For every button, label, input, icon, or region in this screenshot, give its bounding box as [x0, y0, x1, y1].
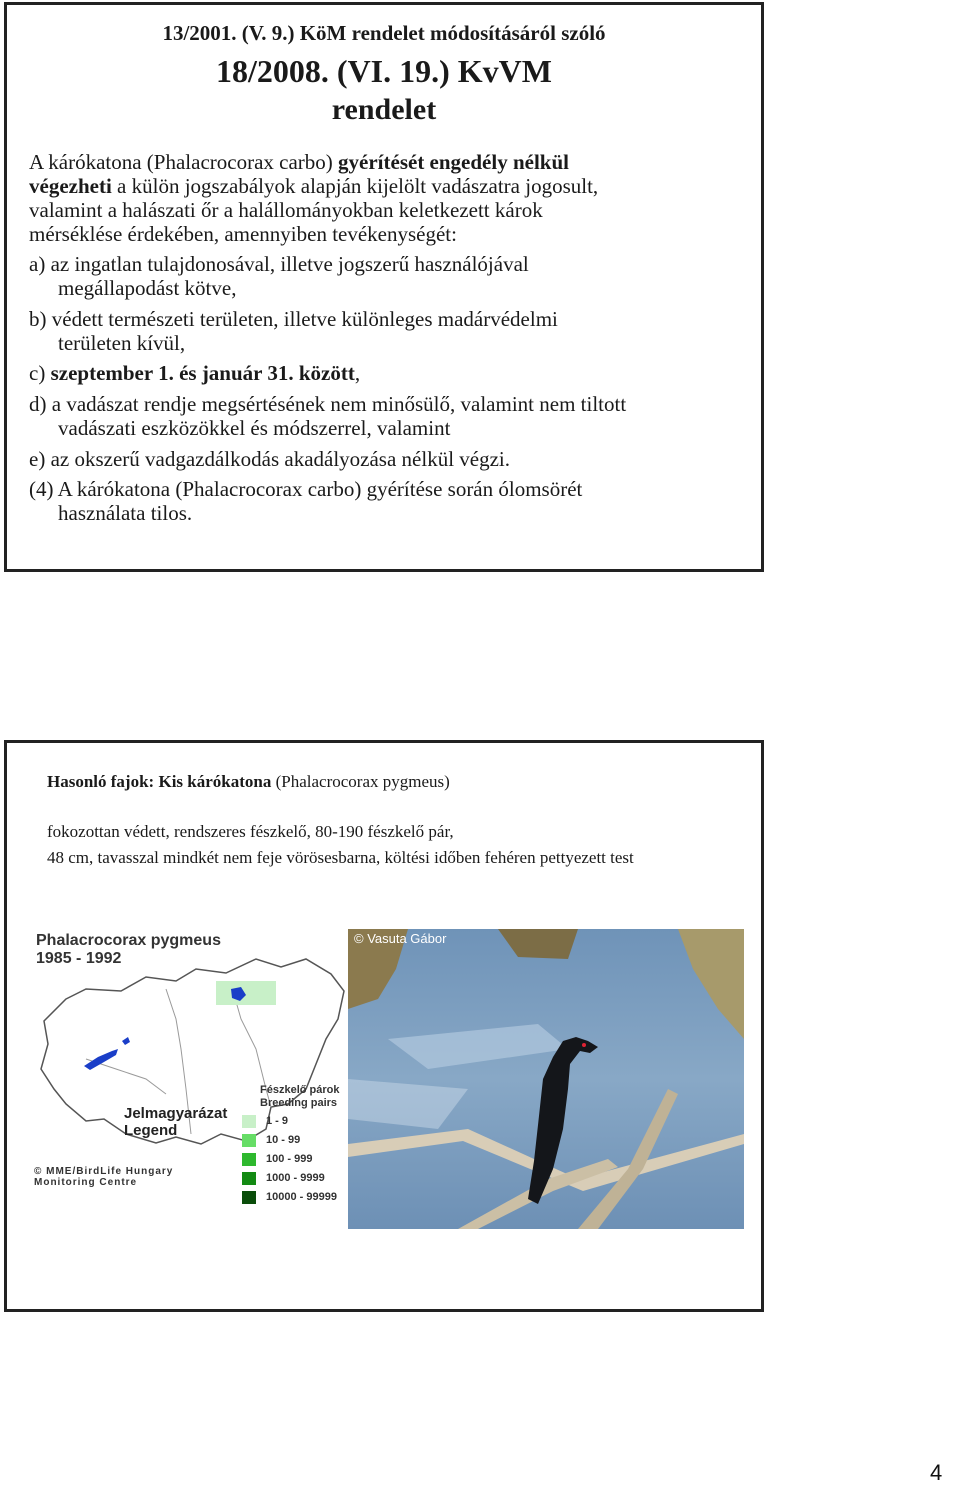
legend-label: 10000 - 99999 — [266, 1191, 337, 1203]
intro-text-d: mérséklése érdekében, amennyiben tevékenységét: — [29, 222, 457, 246]
legend-label: 1000 - 9999 — [266, 1172, 325, 1184]
page-number: 4 — [930, 1460, 943, 1485]
breeding-square — [216, 981, 276, 1005]
paragraph-intro — [29, 150, 741, 246]
slide-2 — [4, 740, 764, 1312]
bird-eye — [582, 1043, 586, 1047]
map-credit-line-1: © MME/BirdLife Hungary — [34, 1166, 174, 1177]
paragraph-4-line-1: (4) A kárókatona (Phalacrocorax carbo) gyérítése során ólomsörét — [29, 477, 583, 501]
legend-heading-hu: Jelmagyarázat — [124, 1105, 228, 1122]
distribution-map — [26, 929, 348, 1214]
photo-credit: © Vasuta Gábor — [354, 931, 447, 946]
intro-bold-b: végezheti — [29, 174, 112, 198]
legend-label: 1 - 9 — [266, 1115, 289, 1127]
legend-title-hu: Fészkelő párok — [260, 1084, 340, 1096]
intro-text-a: A kárókatona (Phalacrocorax carbo) — [29, 150, 339, 174]
item-c-prefix: c) — [29, 361, 51, 385]
slide-1-title-line-3: rendelet — [331, 93, 437, 126]
legend-label: 10 - 99 — [266, 1134, 301, 1146]
similar-species-heading — [47, 769, 727, 795]
legend-swatch — [242, 1153, 256, 1166]
item-a-line-2: megállapodást kötve, — [58, 276, 237, 300]
legend-swatch — [242, 1134, 256, 1147]
item-c — [29, 361, 741, 385]
paragraph-4 — [29, 477, 741, 525]
legend-swatch — [242, 1115, 256, 1128]
map-credit-line-2: Monitoring Centre — [34, 1177, 138, 1188]
legend-label: 100 - 999 — [266, 1153, 313, 1165]
map-title — [36, 932, 221, 968]
item-a — [29, 252, 741, 300]
legend-heading — [124, 1105, 227, 1139]
map-title-years: 1985 - 1992 — [36, 950, 122, 967]
item-c-bold: szeptember 1. és január 31. között — [50, 361, 355, 385]
item-b-line-2: területen kívül, — [58, 331, 186, 355]
item-d — [29, 392, 741, 440]
slide-1 — [4, 2, 764, 572]
heading-latin: (Phalacrocorax pygmeus) — [271, 772, 450, 791]
map-title-species: Phalacrocorax pygmeus — [36, 932, 221, 949]
slide-1-title-line-2: 18/2008. (VI. 19.) KvVM — [216, 53, 552, 89]
bird-photo-graphic — [348, 929, 744, 1229]
item-d-line-1: d) a vadászat rendje megsértésének nem minősülő, valamint nem tiltott — [29, 392, 627, 416]
intro-text-b: a külön jogszabályok alapján kijelölt vadászatra jogosult, — [111, 174, 599, 198]
slide-1-title-line-1: 13/2001. (V. 9.) KöM rendelet módosításáról szóló — [162, 21, 606, 45]
intro-text-c: valamint a halászati őr a halállományokban keletkezett károk — [29, 198, 543, 222]
paragraph-4-line-2: használata tilos. — [58, 501, 193, 525]
heading-label: Hasonló fajok: — [47, 772, 155, 791]
legend-title-en: Breeding pairs — [260, 1097, 338, 1109]
intro-bold-a: gyérítését engedély nélkül — [338, 150, 569, 174]
species-line-1: fokozottan védett, rendszeres fészkelő, 80-190 fészkelő pár, — [47, 822, 454, 841]
item-d-line-2: vadászati eszközökkel és módszerrel, valamint — [58, 416, 451, 440]
species-line-2: 48 cm, tavasszal mindkét nem feje vörösesbarna, költési időben fehéren pettyezett test — [47, 848, 634, 867]
item-a-line-1: a) az ingatlan tulajdonosával, illetve jogszerű használójával — [29, 252, 529, 276]
heading-species: Kis kárókatona — [154, 772, 272, 791]
item-e — [29, 447, 741, 471]
item-b-line-1: b) védett természeti területen, illetve különleges madárvédelmi — [29, 307, 558, 331]
item-c-suffix: , — [354, 361, 361, 385]
item-b — [29, 307, 741, 355]
map-credit — [34, 1166, 173, 1188]
legend-swatch — [242, 1172, 256, 1185]
bird-photo — [348, 929, 744, 1229]
item-e-line: e) az okszerű vadgazdálkodás akadályozása nélkül végzi. — [29, 447, 511, 471]
legend-swatch — [242, 1191, 256, 1204]
legend-heading-en: Legend — [124, 1122, 178, 1139]
